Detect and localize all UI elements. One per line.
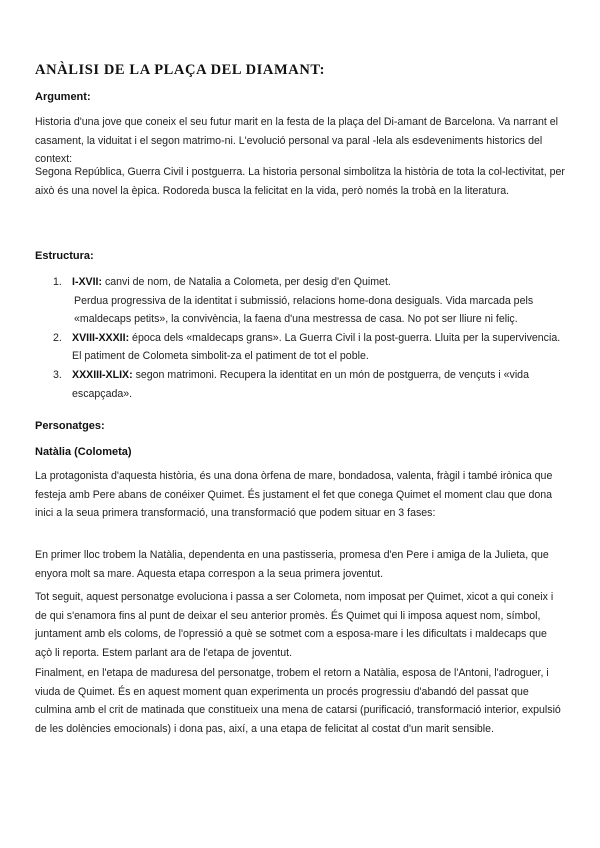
structure-list	[35, 273, 565, 403]
structure-item	[35, 329, 565, 366]
page-title: ANÀLISI DE LA PLAÇA DEL DIAMANT:	[35, 62, 326, 78]
character-name: Natàlia (Colometa)	[35, 446, 132, 458]
structure-item-text: canvi de nom, de Natalia a Colometa, per desig d'en Quimet.	[102, 276, 391, 288]
structure-item-text: segon matrimoni. Recupera la identitat en un món de postguerra, de vençuts i «vida escapçada».	[72, 368, 529, 400]
character-paragraph: Tot seguit, aquest personatge evoluciona i passa a ser Colometa, nom imposat per Quimet, xicot a qui coneix i de qui s'enamora fins al punt de deixar el seu anterior promès. És Quimet qui li imposa aquest nom, símbol, juntament amb els coloms, de l'opressió a què se sotmet com a esposa-mare i les dificultats i maldecaps que açò li reporta. Estem parlant ara de l'etapa de joventut.	[35, 591, 554, 659]
structure-item-extra: Perdua progressiva de la identitat i submissió, relacions home-dona desiguals. Vida marcada pels «maldecaps petits», la convivència, la faena d'una mestressa de casa. No pot ser lliure ni feliç.	[74, 294, 534, 326]
structure-item-label: I-XVII:	[72, 276, 103, 288]
characters-heading: Personatges:	[35, 420, 105, 432]
structure-item	[35, 366, 565, 403]
character-paragraph: En primer lloc trobem la Natàlia, dependenta en una pastisseria, promesa d'en Pere i amiga de la Julieta, que enyora molt sa mare. Aquesta etapa correspon a la seua primera joventut.	[35, 549, 549, 580]
structure-item	[35, 273, 565, 329]
character-paragraph: La protagonista d'aquesta història, és una dona òrfena de mare, bondadosa, valenta, fràgil i també irònica que festeja amb Pere abans de conéixer Quimet. És justament el fet que conega Quimet el moment clau que dona inici a la seua primera transformació, una transformació que podem situar en 3 fases:	[35, 470, 553, 520]
structure-item-text: época dels «maldecaps grans». La Guerra Civil i la post-guerra. Lluita per la supervivencia. El patiment de Colometa simbolit-za el patiment de tot el poble.	[72, 331, 561, 363]
structure-item-label: XVIII-XXXII:	[72, 331, 130, 344]
argument-paragraph-2: Segona República, Guerra Civil i postguerra. La historia personal simbolitza la història de tota la col-lectivitat, per això és una novel la èpica. Rodoreda busca la felicitat en la vida, però només la trobà en la literatura.	[35, 166, 565, 197]
character-paragraph: Finalment, en l'etapa de maduresa del personatge, trobem el retorn a Natàlia, esposa de l'Antoni, l'adroguer, i viuda de Quimet. És en aquest moment quan experimenta un procés progressiu d'abandó del passat que culmina amb el crit de matinada que constitueix una mena de catarsi (purificació, transformació interior, expulsió de les dolències emocionals) i dona pas, així, a una etapa de felicitat al costat d'un marit sensible.	[35, 667, 561, 735]
structure-item-label: XXXIII-XLIX:	[72, 368, 133, 381]
structure-heading: Estructura:	[35, 250, 94, 262]
structure-item-number: 2.	[53, 331, 62, 344]
argument-paragraph-1: Historia d'una jove que coneix el seu futur marit en la festa de la plaça del Di-amant de Barcelona. Va narrant el casament, la viduitat i el segon matrimo-ni. L'evolució personal va paral -lela als esdeveniments historics del context:	[35, 116, 558, 166]
argument-heading: Argument:	[35, 91, 91, 103]
structure-item-number: 1.	[53, 276, 62, 288]
structure-item-number: 3.	[53, 368, 62, 381]
